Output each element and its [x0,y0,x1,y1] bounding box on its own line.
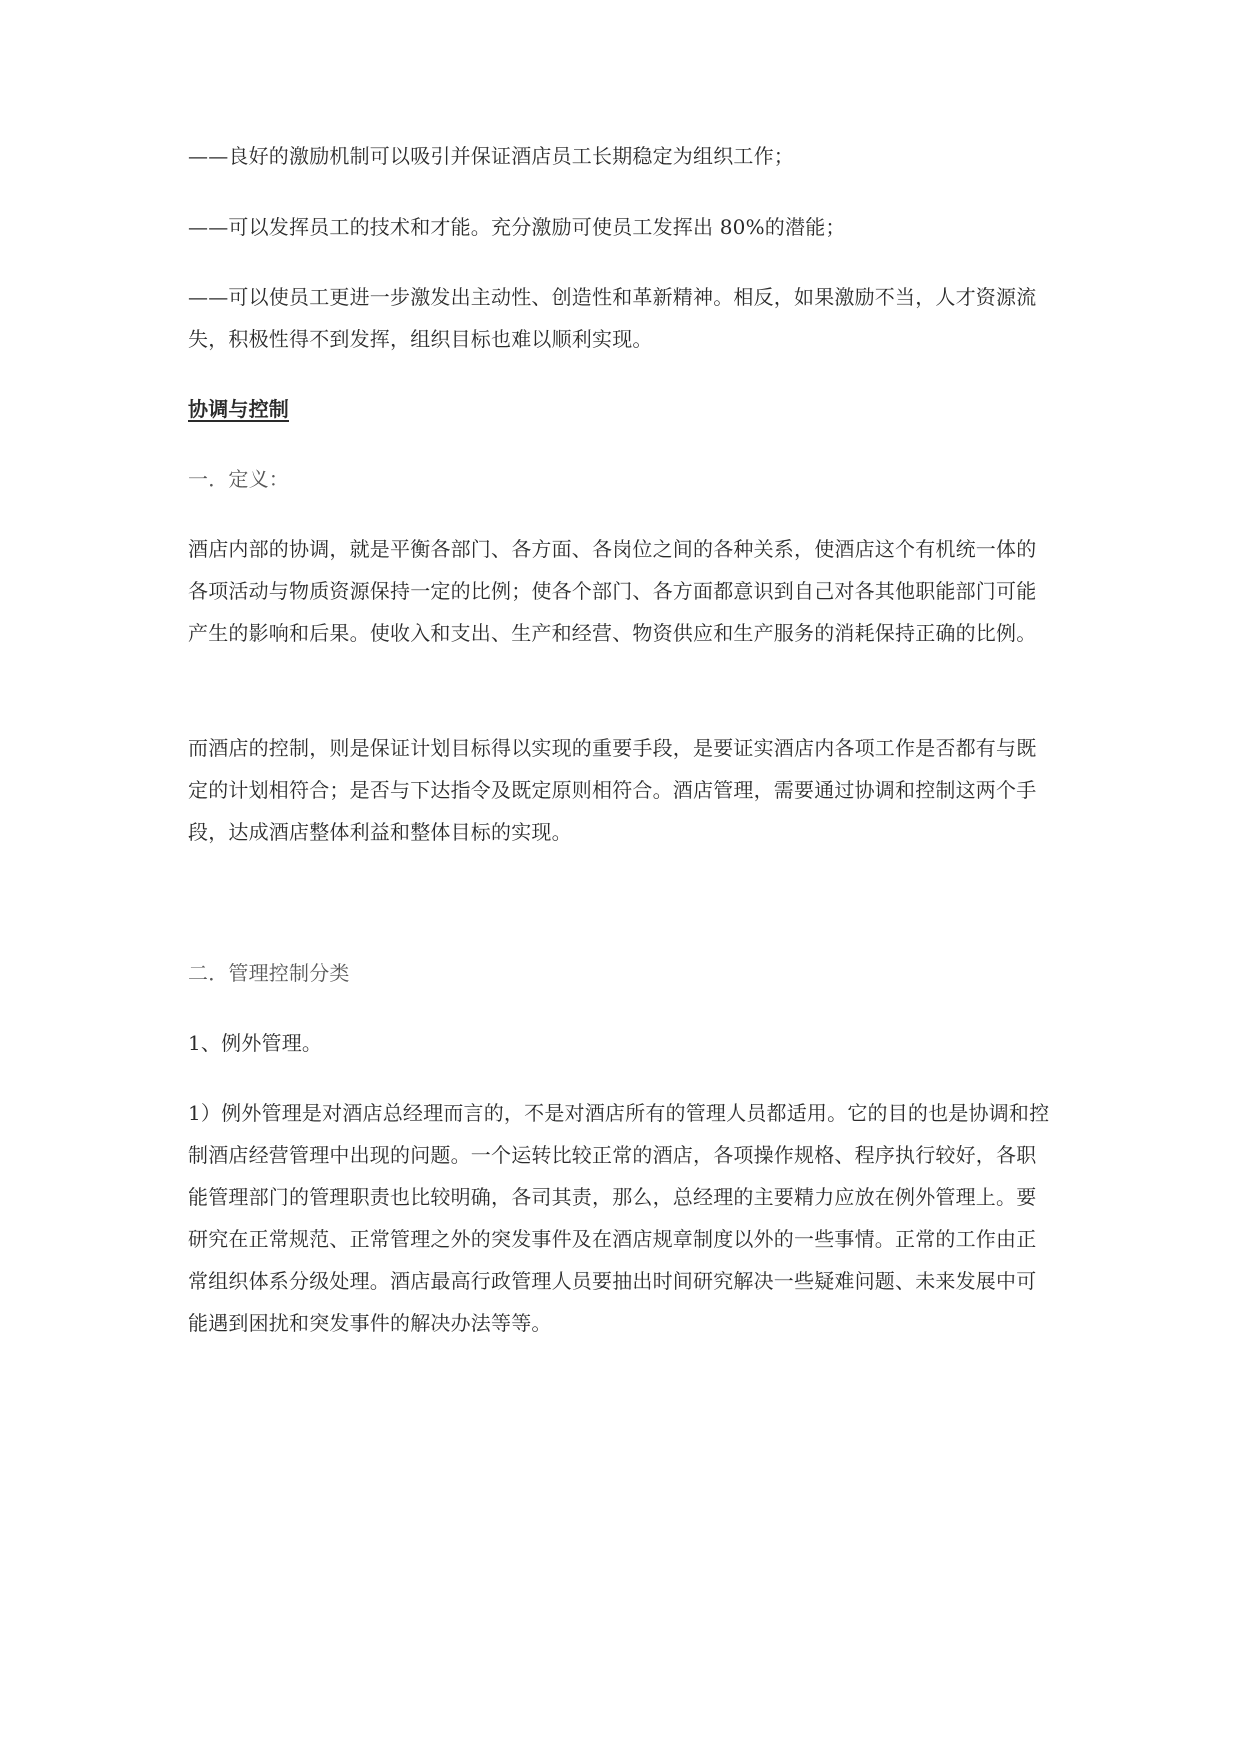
item-1-paragraph: 1）例外管理是对酒店总经理而言的，不是对酒店所有的管理人员都适用。它的目的也是协调和控制酒店经营管理中出现的问题。一个运转比较正常的酒店，各项操作规格、程序执行较好，各职能管理部门的管理职责也比较明确，各司其责，那么，总经理的主要精力应放在例外管理上。要研究在正常规范、正常管理之外的突发事件及在酒店规章制度以外的一些事情。正常的工作由正常组织体系分级处理。酒店最高行政管理人员要抽出时间研究解决一些疑难问题、未来发展中可能遇到困扰和突发事件的解决办法等等。 [188,1101,1050,1335]
item-1-heading: 1、例外管理。 [188,1031,323,1055]
definition-paragraph-2: 而酒店的控制，则是保证计划目标得以实现的重要手段，是要证实酒店内各项工作是否都有与既定的计划相符合；是否与下达指令及既定原则相符合。酒店管理，需要通过协调和控制这两个手段，达成酒店整体利益和整体目标的实现。 [188,736,1037,844]
section-title: 协调与控制 [188,397,289,421]
definition-paragraph-1: 酒店内部的协调，就是平衡各部门、各方面、各岗位之间的各种关系，使酒店这个有机统一体的各项活动与物质资源保持一定的比例；使各个部门、各方面都意识到自己对各其他职能部门可能产生的影响和后果。使收入和支出、生产和经营、物资供应和生产服务的消耗保持正确的比例。 [188,537,1037,645]
classification-heading: 二．管理控制分类 [188,961,350,985]
bullet-paragraph-1: ——良好的激励机制可以吸引并保证酒店员工长期稳定为组织工作； [188,144,794,168]
bullet-paragraph-3: ——可以使员工更进一步激发出主动性、创造性和革新精神。相反，如果激励不当，人才资源流失，积极性得不到发挥，组织目标也难以顺利实现。 [188,285,1037,351]
definition-heading: 一．定义： [188,467,289,491]
bullet-paragraph-2: ——可以发挥员工的技术和才能。充分激励可使员工发挥出 80%的潜能； [188,215,846,239]
